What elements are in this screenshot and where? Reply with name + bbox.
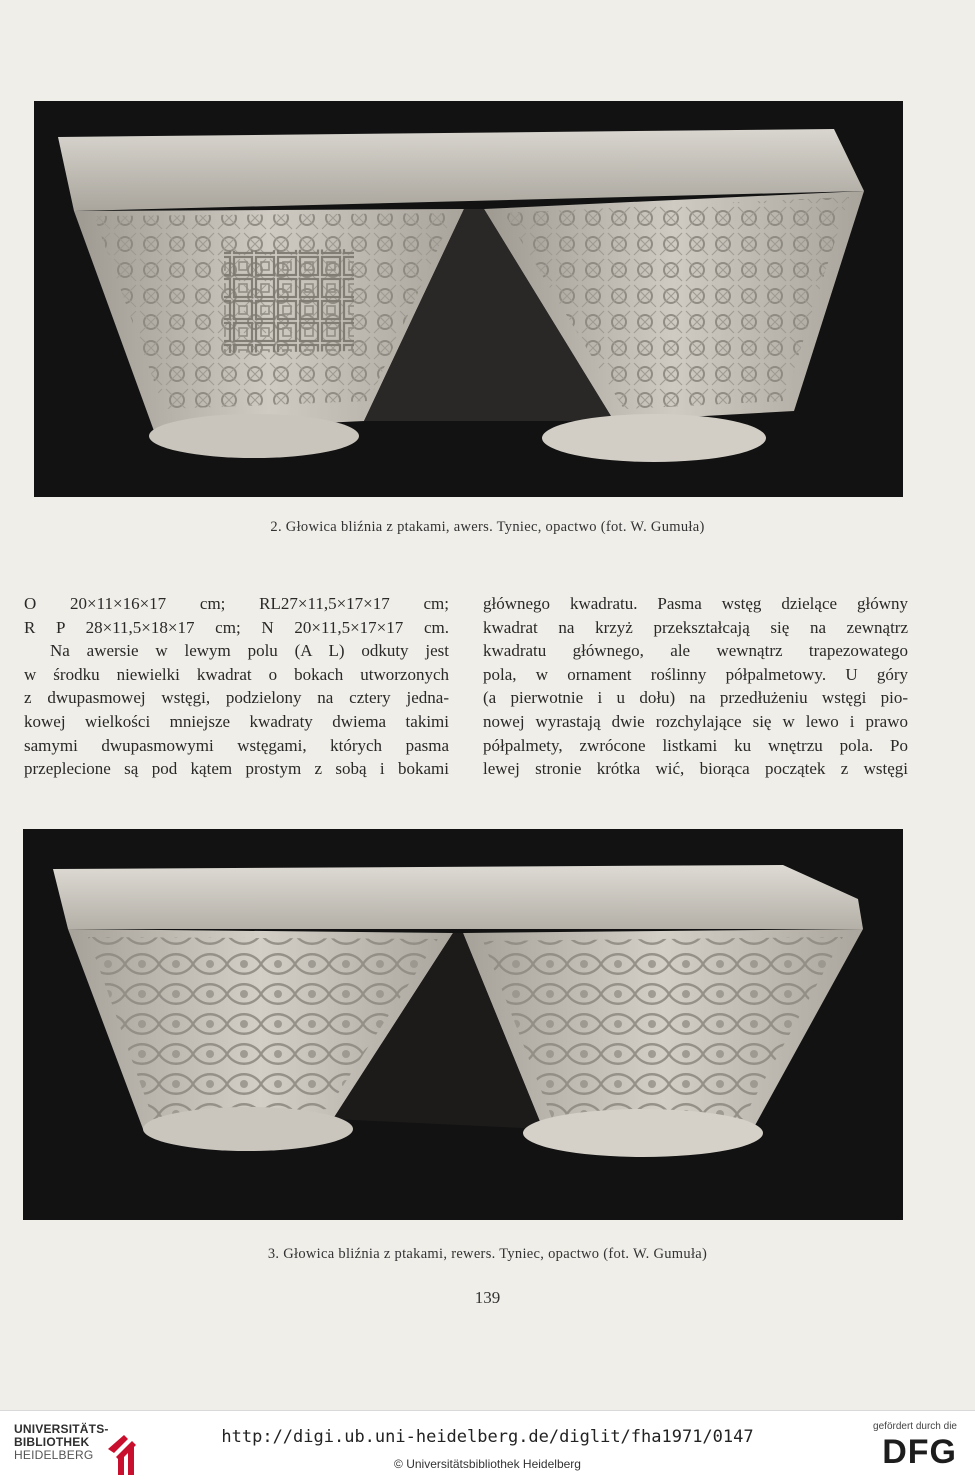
text-line: głównego kwadratu. Pasma wstęg dzielące główny [483, 594, 908, 613]
text-line: (a pierwotnie i u dołu) na przedłużeniu wstęgi pio- [483, 688, 908, 708]
text-line: przeplecione są pod kątem prostym z sobą i bokami [24, 759, 449, 779]
page-number: 139 [474, 1288, 501, 1307]
digitization-footer [0, 1410, 975, 1481]
figure-2-photo [34, 101, 903, 497]
figure-2-caption: 2. Głowica bliźnia z ptakami, awers. Tyniec, opactwo (fot. W. Gumuła) [270, 519, 705, 535]
text-line: pola, w ornament roślinny półpalmetowy. U góry [483, 664, 908, 684]
figure-3-photo [23, 829, 903, 1220]
text-line: kowej wielkości mniejsze kwadraty dwiema takimi [24, 711, 449, 731]
text-line: R P 28×11,5×18×17 cm; N 20×11,5×17×17 cm. [24, 617, 449, 637]
twin-capital-obverse-image [34, 101, 903, 497]
text-line: kwadratu głównego, ale wewnątrz trapezowatego [483, 641, 908, 661]
text-line: z dwupasmowej wstęgi, podzielony na cztery jedna- [24, 688, 449, 708]
text-line: w środku niewielki kwadrat o bokach utworzonych [24, 664, 449, 684]
text-column-left [24, 592, 449, 781]
text-line: półpalmety, zwrócone listkami ku wnętrzu pola. Po [483, 735, 908, 755]
library-name-line: HEIDELBERG [14, 1448, 94, 1462]
twin-capital-reverse-image [23, 829, 903, 1220]
figure-3-caption: 3. Głowica bliźnia z ptakami, rewers. Tyniec, opactwo (fot. W. Gumuła) [267, 1246, 708, 1262]
funding-note: gefördert durch die [873, 1421, 957, 1432]
text-line: kwadrat na krzyż przekształcają się na zewnątrz [483, 617, 908, 637]
copyright-notice: © Universitätsbibliothek Heidelberg [394, 1457, 581, 1471]
text-column-right [483, 592, 908, 781]
dfg-logo[interactable]: DFG [882, 1433, 957, 1471]
text-line: lewej stronie krótka wić, biorąca początek z wstęgi [483, 759, 908, 779]
text-line: samymi dwupasmowymi wstęgami, których pasma [24, 735, 449, 755]
library-name-line: BIBLIOTHEK [14, 1435, 90, 1449]
text-line: Na awersie w lewym polu (A L) odkuty jest [50, 641, 449, 661]
text-line: nowej wyrastają dwie rozchylające się w lewo i prawo [483, 711, 908, 731]
source-url-link[interactable]: http://digi.ub.uni-heidelberg.de/diglit/fha1971/0147 [221, 1427, 754, 1447]
text-line: O 20×11×16×17 cm; RL27×11,5×17×17 cm; [24, 594, 449, 613]
library-name-line: UNIVERSITÄTS- [14, 1422, 109, 1436]
